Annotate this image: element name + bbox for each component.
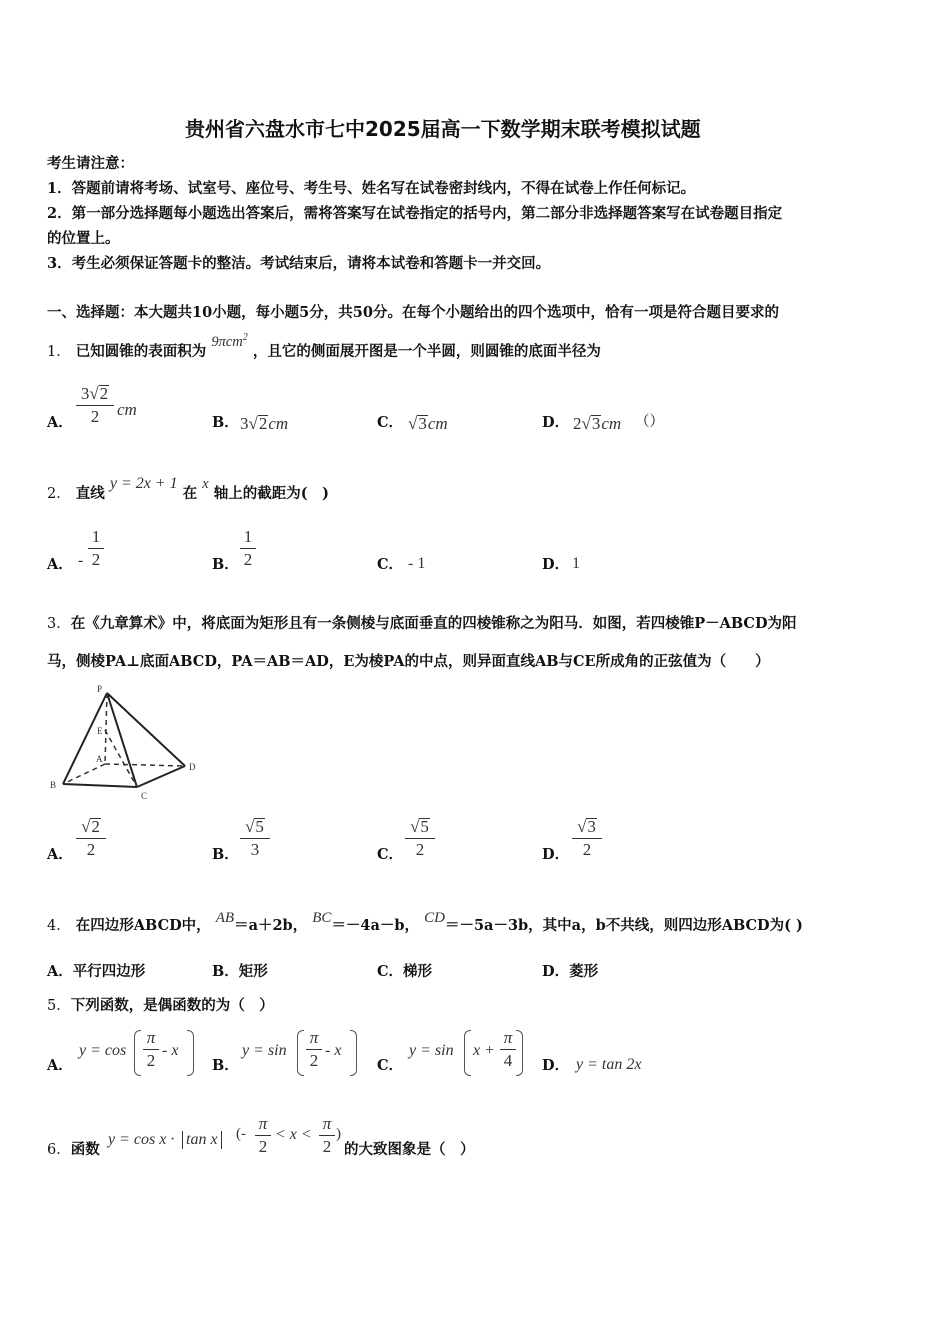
label-e: E bbox=[97, 726, 103, 736]
edge-pa bbox=[105, 693, 107, 764]
math-expr: y = 2x + 1 bbox=[109, 475, 178, 492]
domain-close: ) bbox=[336, 1126, 341, 1142]
notice-item: 1．答题前请将考场、试室号、座位号、考生号、姓名写在试卷密封线内，不得在试卷上作任何标记。 bbox=[47, 180, 696, 197]
option-b-label: B． bbox=[212, 846, 239, 863]
edge-ad bbox=[105, 764, 185, 766]
option-b-tail: - x bbox=[325, 1042, 342, 1059]
edge-bc bbox=[63, 784, 137, 787]
option-d-label: D． bbox=[542, 414, 570, 431]
option-b-math: 3√2cm bbox=[240, 414, 289, 433]
math-var: x bbox=[202, 476, 209, 492]
label-c: C bbox=[141, 791, 148, 801]
question-5-stem: 5．下列函数，是偶函数的为（ ） bbox=[47, 997, 274, 1014]
question-3-line2: 马，侧棱PA⊥底面ABCD，PA＝AB＝AD，E为棱PA的中点，则异面直线AB与CE所成角的正弦值为（ ） bbox=[47, 653, 770, 670]
option-b-frac: π 2 bbox=[306, 1028, 322, 1071]
option-c-label: C． bbox=[377, 846, 404, 863]
option-b: B．矩形 bbox=[212, 963, 268, 980]
option-c: C．梯形 bbox=[377, 963, 433, 980]
option-d: D．菱形 bbox=[542, 963, 599, 980]
question-number: 3． bbox=[47, 616, 71, 632]
option-c-fn: y = sin bbox=[409, 1042, 454, 1059]
option-c-math: - 1 bbox=[408, 555, 426, 572]
option-a-fn: y = cos bbox=[79, 1042, 127, 1059]
option-c-head: x + bbox=[473, 1042, 495, 1059]
notice-item: 2．第一部分选择题每小题选出答案后，需将答案写在试卷指定的括号内，第二部分非选择题答案写在试卷题目指定 bbox=[47, 205, 783, 222]
label-a: A bbox=[96, 754, 103, 764]
option-b-label: B． bbox=[212, 1057, 239, 1074]
notice-item: 的位置上。 bbox=[47, 230, 120, 247]
paren-right bbox=[516, 1030, 523, 1076]
paren-left bbox=[464, 1030, 471, 1076]
edge-pb bbox=[63, 693, 107, 784]
question-number: 1． bbox=[47, 344, 71, 360]
option-c-math: √3cm bbox=[408, 414, 448, 433]
option-b-math: √5 3 bbox=[240, 817, 270, 860]
vector-bc: BC bbox=[312, 910, 332, 926]
option-a-unit: cm bbox=[117, 400, 137, 419]
paren-left bbox=[134, 1030, 141, 1076]
domain-frac-right: π 2 bbox=[319, 1114, 335, 1157]
question-number: 6． bbox=[47, 1142, 71, 1158]
option-b-fn: y = sin bbox=[242, 1042, 287, 1059]
page-title: 贵州省六盘水市七中2025届高一下数学期末联考模拟试题 bbox=[185, 117, 701, 141]
edge-ab bbox=[63, 764, 105, 784]
paren-left bbox=[297, 1030, 304, 1076]
math-expr: 9πcm$^2$ bbox=[211, 332, 248, 350]
option-d-label: D． bbox=[542, 1057, 570, 1074]
paren-right bbox=[187, 1030, 194, 1076]
paren-right bbox=[350, 1030, 357, 1076]
edge-cd bbox=[137, 766, 185, 787]
question-number: 4． bbox=[47, 918, 71, 934]
option-a-label: A． bbox=[47, 414, 73, 431]
question-6-post: 的大致图象是（ ） bbox=[344, 1141, 475, 1158]
option-a-tail: - x bbox=[162, 1042, 179, 1059]
option-c-frac: π 4 bbox=[500, 1028, 516, 1071]
pyramid-figure bbox=[45, 680, 205, 805]
option-b-label: B． bbox=[212, 414, 239, 431]
option-a-frac: π 2 bbox=[143, 1028, 159, 1071]
domain-frac-left: π 2 bbox=[255, 1114, 271, 1157]
option-a-sign: - bbox=[78, 552, 84, 569]
option-c-label: C． bbox=[377, 414, 404, 431]
label-p: P bbox=[97, 684, 103, 694]
question-2-stem: 2． 直线 y = 2x + 1 在 x 轴上的截距为( ) bbox=[47, 475, 330, 502]
option-a: A．平行四边形 bbox=[47, 963, 146, 980]
option-a-label: A． bbox=[47, 1057, 73, 1074]
option-c-label: C． bbox=[377, 556, 404, 573]
vector-ab: AB bbox=[215, 910, 235, 926]
question-number: 2． bbox=[47, 486, 71, 502]
option-a-math: 3√2 2 bbox=[76, 384, 114, 427]
option-d-fn: y = tan 2x bbox=[576, 1056, 642, 1073]
label-d: D bbox=[189, 762, 196, 772]
option-a-label: A． bbox=[47, 846, 73, 863]
option-d-label: D． bbox=[542, 846, 570, 863]
function-expr: y = cos x · bbox=[108, 1131, 175, 1148]
option-d-math: 1 bbox=[572, 555, 580, 572]
abs-tan: tan x bbox=[182, 1131, 222, 1149]
domain-open: (- bbox=[236, 1126, 246, 1142]
section-heading: 一、选择题：本大题共10小题，每小题5分，共50分。在每个小题给出的四个选项中，恰有一项是符合题目要求的 bbox=[47, 304, 779, 321]
question-1-stem: 1． 已知圆锥的表面积为 9πcm$^2$ ，且它的侧面展开图是一个半圆，则圆锥的底面半径为 bbox=[47, 332, 601, 360]
question-3-line1: 3．在《九章算术》中，将底面为矩形且有一条侧棱与底面垂直的四棱锥称之为阳马．如图，若四棱锥P－ABCD为阳 bbox=[47, 615, 797, 632]
notice-heading: 考生请注意： bbox=[47, 155, 134, 172]
vector-cd: CD bbox=[424, 910, 445, 926]
option-a-label: A． bbox=[47, 556, 73, 573]
question-6-num: 6．函数 bbox=[47, 1141, 100, 1158]
option-a-math: √2 2 bbox=[76, 817, 106, 860]
option-d-math: 2√3cm bbox=[573, 414, 622, 433]
question-4-stem: 4． 在四边形ABCD中， AB＝a＋2b， BC＝－4a－b， CD＝－5a－3b，其中a，b不共线，则四边形ABCD为( ) bbox=[47, 910, 803, 934]
option-d-label: D． bbox=[542, 556, 570, 573]
domain-mid: < x < bbox=[275, 1126, 312, 1143]
option-b-label: B． bbox=[212, 556, 239, 573]
option-c-label: C． bbox=[377, 1057, 404, 1074]
option-d-math: √3 2 bbox=[572, 817, 602, 860]
option-a-math: 1 2 bbox=[88, 527, 104, 570]
option-c-math: √5 2 bbox=[405, 817, 435, 860]
label-b: B bbox=[50, 780, 57, 790]
answer-bracket: （） bbox=[635, 414, 664, 430]
question-number: 5． bbox=[47, 998, 71, 1014]
notice-item: 3．考生必须保证答题卡的整洁。考试结束后，请将本试卷和答题卡一并交回。 bbox=[47, 255, 551, 272]
option-b-math: 1 2 bbox=[240, 527, 256, 570]
